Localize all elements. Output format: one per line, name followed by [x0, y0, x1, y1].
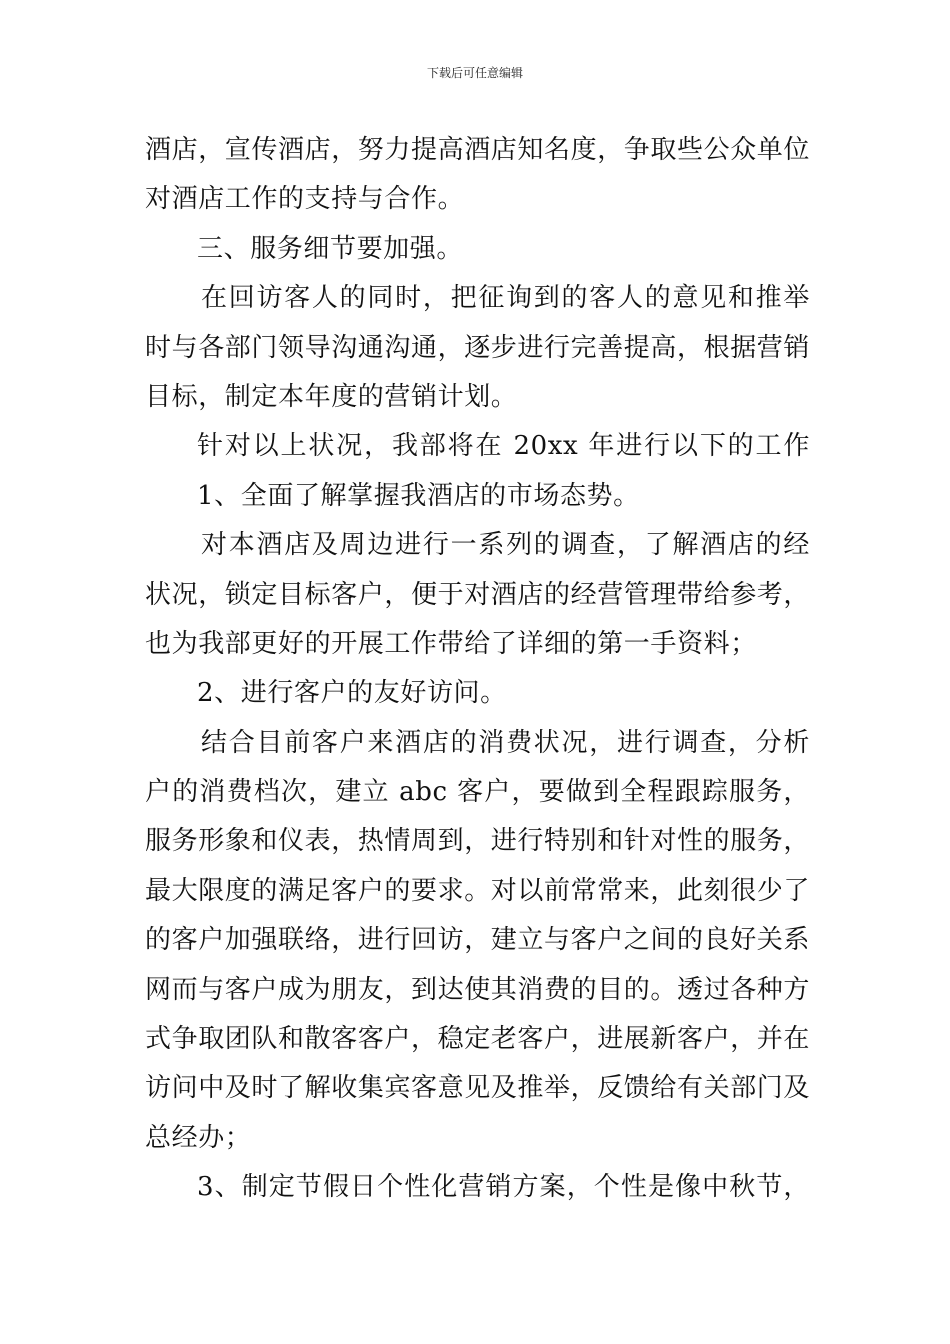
paragraph-line: 酒店，宣传酒店，努力提高酒店知名度，争取些公众单位	[145, 135, 810, 165]
paragraph-line: 最大限度的满足客户的要求。对以前常常来，此刻很少了	[145, 875, 810, 906]
paragraph-line: 对酒店工作的支持与合作。	[145, 184, 465, 215]
page-header: 下载后可任意编辑	[426, 66, 523, 80]
paragraph-line: 目标，制定本年度的营销计划。	[145, 381, 518, 412]
paragraph-line: 在回访客人的同时，把征询到的客人的意见和推举	[201, 283, 810, 314]
paragraph-line: 时与各部门领导沟通沟通，逐步进行完善提高，根据营销	[145, 332, 810, 363]
list-item-heading: 1、全面了解掌握我酒店的市场态势。	[197, 480, 640, 511]
paragraph-line: 也为我部更好的开展工作带给了详细的第一手资料；	[145, 628, 757, 659]
document-body	[145, 128, 810, 1215]
list-item-heading: 3、制定节假日个性化营销方案，个性是像中秋节，	[197, 1172, 810, 1203]
paragraph-line: 结合目前客户来酒店的消费状况，进行调查，分析	[201, 727, 810, 758]
paragraph-line: 访问中及时了解收集宾客意见及推举，反馈给有关部门及	[145, 1073, 810, 1104]
paragraph-line: 服务形象和仪表，热情周到，进行特别和针对性的服务，	[145, 826, 810, 857]
paragraph-line: 户的消费档次，建立 abc 客户，要做到全程跟踪服务，	[145, 777, 810, 808]
paragraph-line: 式争取团队和散客客户，稳定老客户，进展新客户，并在	[145, 1024, 810, 1055]
paragraph-line: 的客户加强联络，进行回访，建立与客户之间的良好关系	[145, 925, 810, 956]
section-heading: 三、服务细节要加强。	[197, 233, 464, 264]
paragraph-line: 状况，锁定目标客户，便于对酒店的经营管理带给参考，	[145, 579, 810, 610]
paragraph-line: 网而与客户成为朋友，到达使其消费的目的。透过各种方	[145, 974, 810, 1005]
paragraph-line: 总经办；	[145, 1122, 252, 1153]
list-item-heading: 2、进行客户的友好访问。	[197, 678, 507, 709]
paragraph-line: 针对以上状况，我部将在 20xx 年进行以下的工作	[197, 431, 810, 462]
paragraph-line: 对本酒店及周边进行一系列的调查，了解酒店的经	[201, 530, 810, 561]
